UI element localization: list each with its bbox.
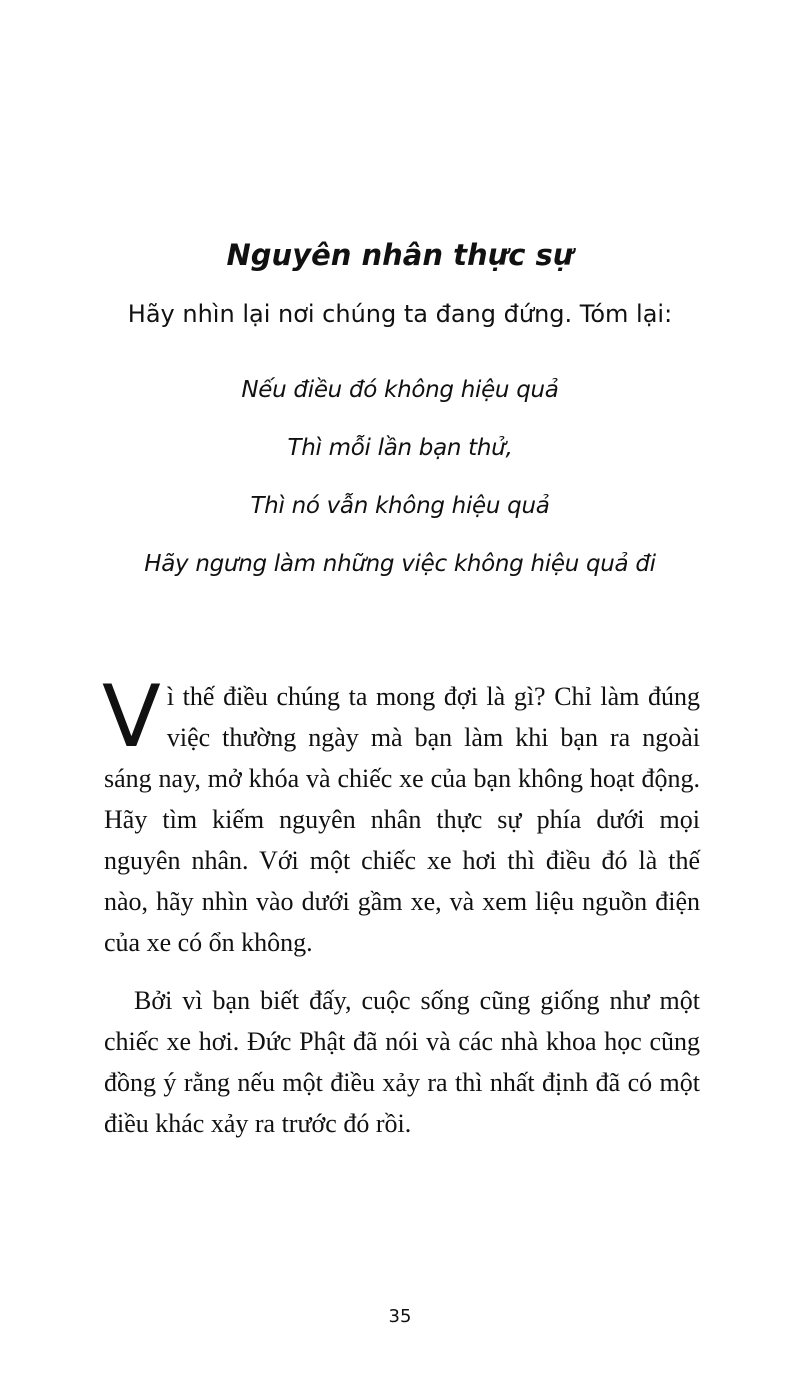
body-paragraph-1 [102, 667, 700, 963]
verse-line-2: Thì mỗi lần bạn thử, [287, 435, 513, 461]
page-number: 35 [388, 1306, 412, 1327]
body-paragraph-1-text: ì thế điều chúng ta mong đợi là gì? Chỉ làm đúng việc thường ngày mà bạn làm khi bạn ra ngoài sáng nay, mở khóa và chiếc xe của bạn không hoạt động. Hãy tìm kiếm nguyên nhân thực sự phía dưới mọi nguyên nhân. Với một chiếc xe hơi thì điều đó là thế nào, hãy nhìn vào dưới gầm xe, và xem liệu nguồn điện của xe có ổn không. [104, 682, 700, 957]
verse-line-1: Nếu điều đó không hiệu quả [241, 377, 559, 403]
body-paragraph-2: Bởi vì bạn biết đấy, cuộc sống cũng giống như một chiếc xe hơi. Đức Phật đã nói và các nhà khoa học cũng đồng ý rằng nếu một điều xảy ra thì nhất định đã có một điều khác xảy ra trước đó rồi. [104, 986, 700, 1138]
drop-cap: V [102, 667, 161, 767]
intro-line: Hãy nhìn lại nơi chúng ta đang đứng. Tóm lại: [127, 300, 673, 328]
verse-line-4: Hãy ngưng làm những việc không hiệu quả đi [144, 551, 656, 577]
section-heading: Nguyên nhân thực sự [226, 238, 574, 272]
verse-line-3: Thì nó vẫn không hiệu quả [250, 493, 550, 519]
